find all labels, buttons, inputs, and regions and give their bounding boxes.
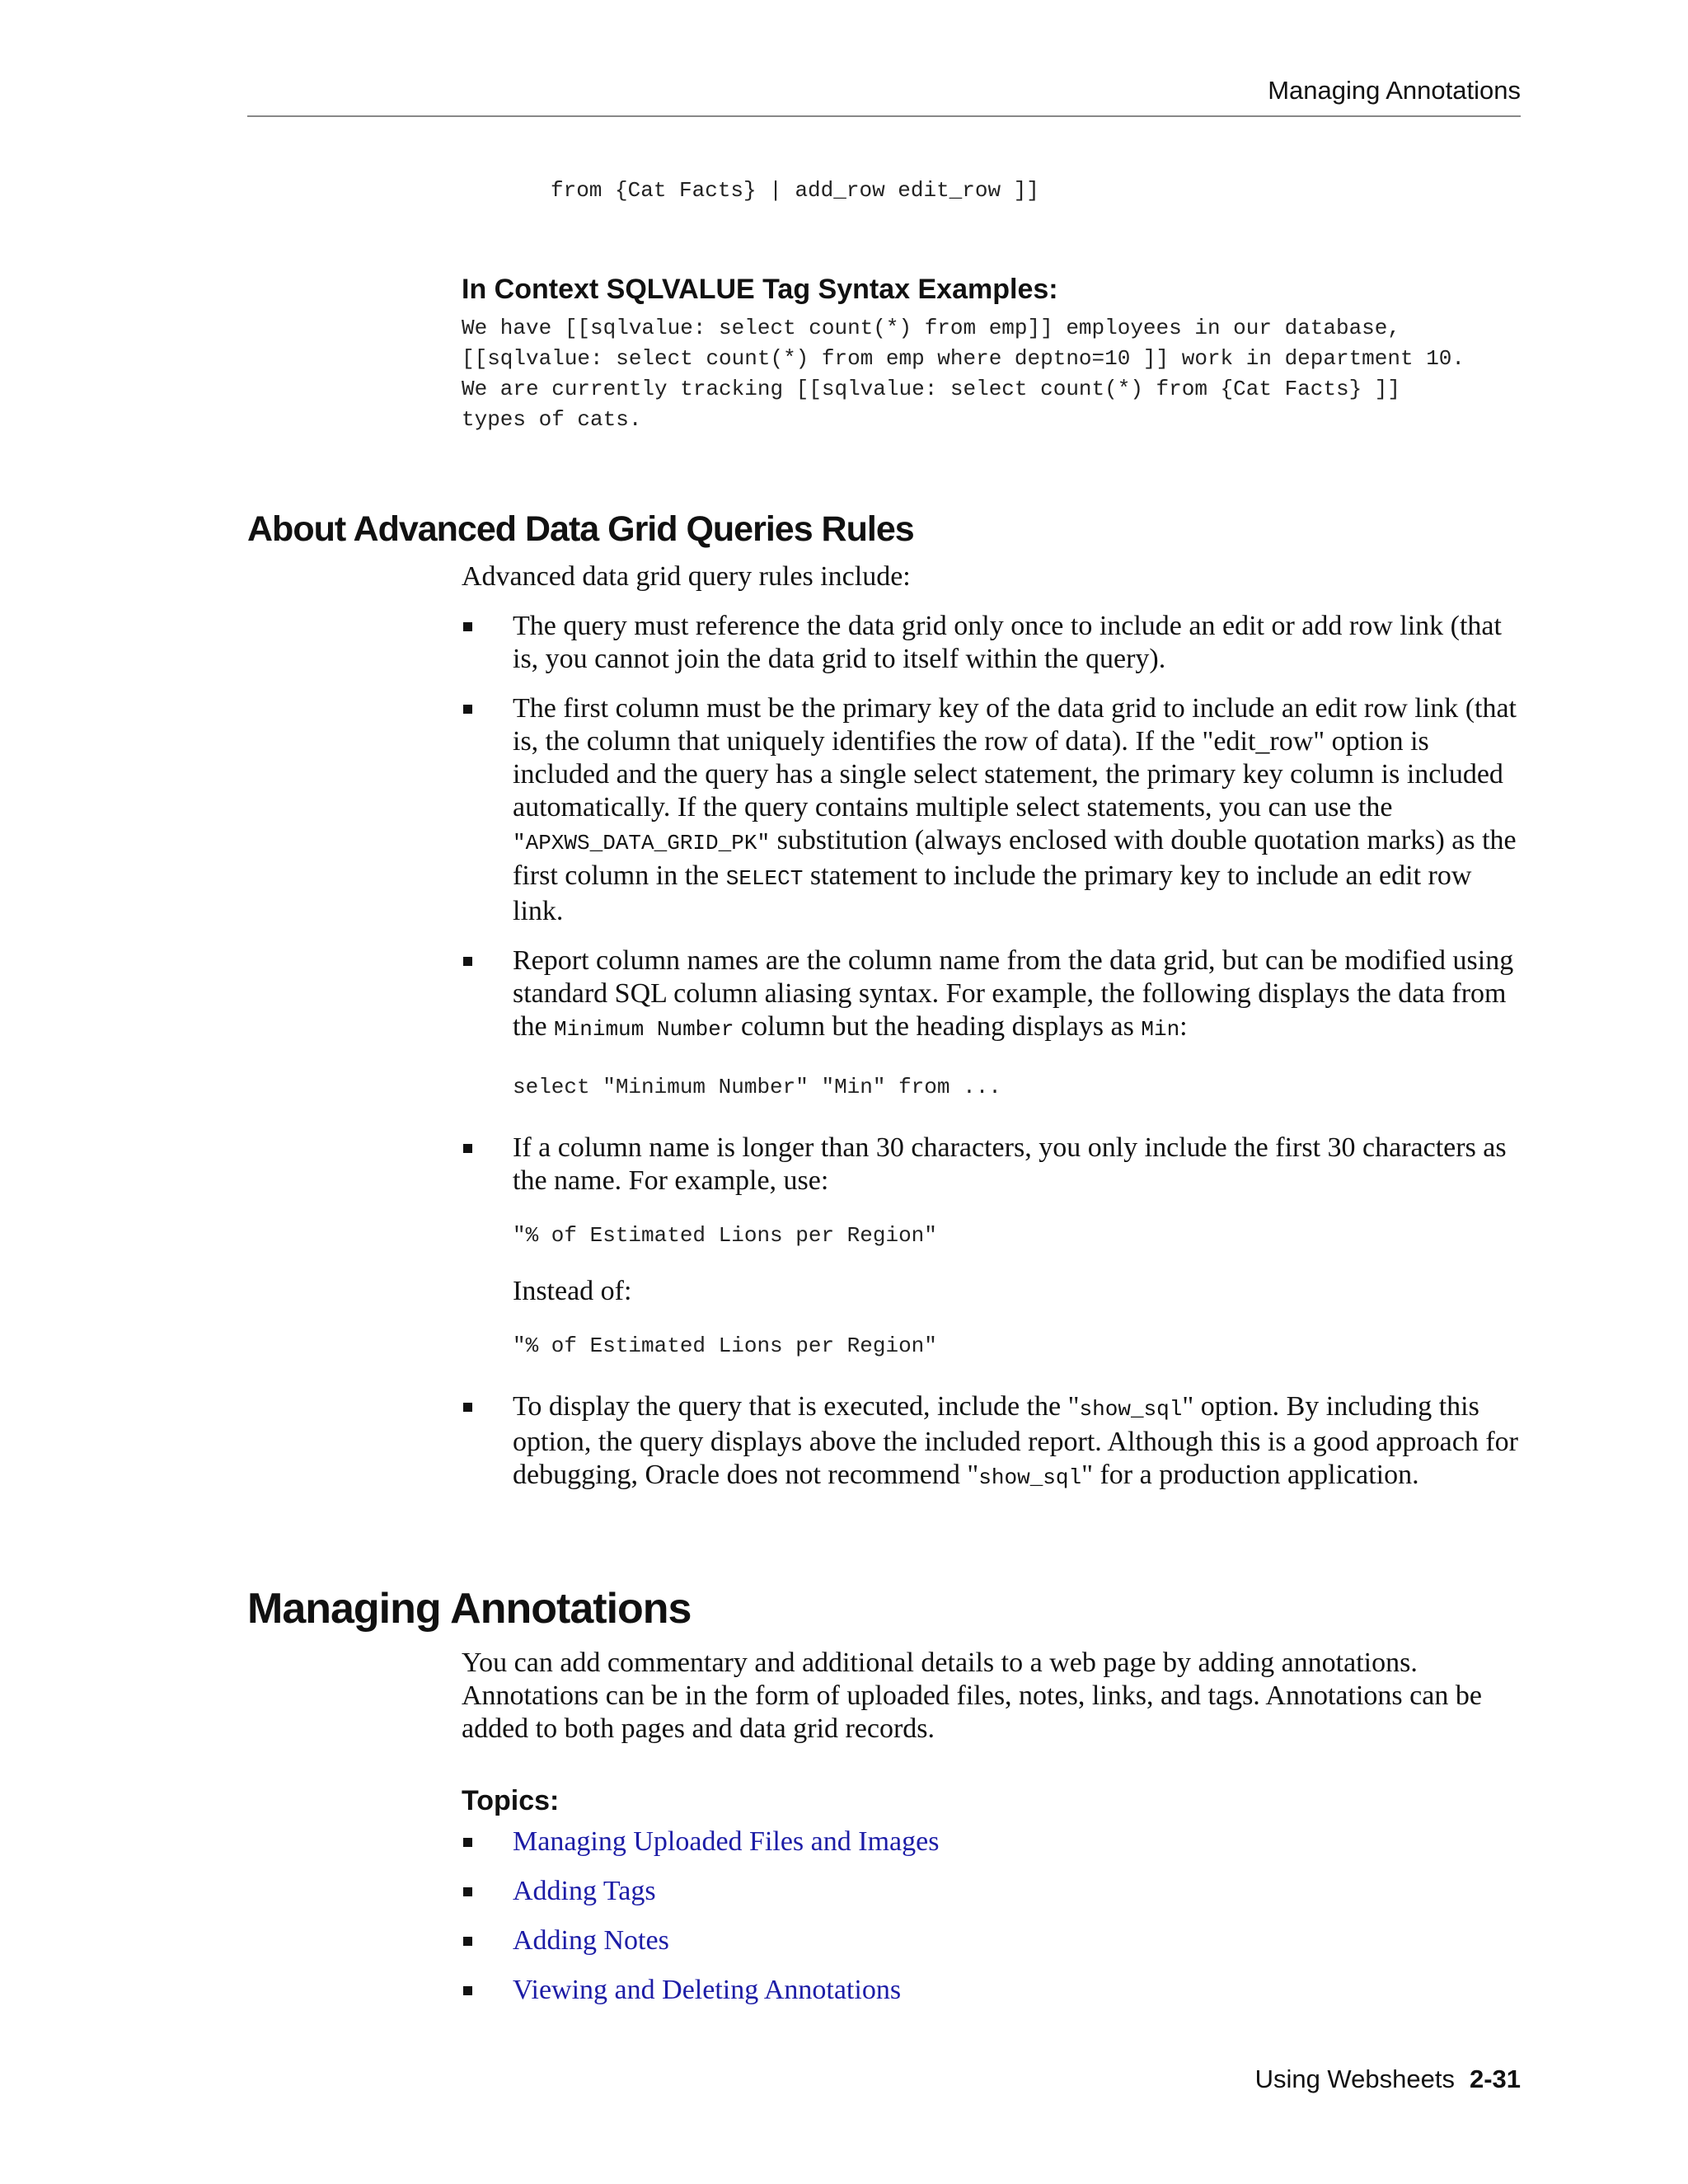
square-bullet-icon <box>463 1838 472 1847</box>
managing-intro-text: You can add commentary and additional details to a web page by adding annotations. Annotations can be in the form of uploaded files, notes, links, and tags. Annotations can be added to both pages and data grid records. <box>462 1647 1482 1744</box>
topics-heading: Topics: <box>462 1785 560 1816</box>
square-bullet-icon <box>463 1986 472 1995</box>
page-number: 2-31 <box>1469 2064 1521 2093</box>
rule-text: The first column must be the primary key of the data grid to include an edit row link (that is, the column that uniquely identifies the row of data). If the "edit_row" option is included and the query has a single select statement, the primary key column is included automatically. If the query contains multiple select statements, you can use the <box>513 693 1517 823</box>
topic-item <box>462 1875 939 1924</box>
rule-text: substitution (always enclosed with double quotation marks) as the first column in the <box>513 825 1517 891</box>
context-examples-code: We have [[sqlvalue: select count(*) from emp]] employees in our database, [[sqlvalue: select count(*) from emp where deptno=10 ]] work in department 10. We are currently tracking [[sqlvalue: select count(*) from {Cat Facts} ]] types of cats. <box>462 316 1465 432</box>
topic-link-adding-notes[interactable]: Adding Notes <box>513 1925 669 1956</box>
topic-link-viewing-deleting[interactable]: Viewing and Deleting Annotations <box>513 1975 902 2005</box>
rule-text: column but the heading displays as <box>734 1011 1142 1042</box>
square-bullet-icon <box>463 1887 472 1896</box>
square-bullet-icon <box>463 1937 472 1946</box>
rule-text: statement to include the primary key to include an edit row link. <box>513 860 1472 926</box>
topics-list <box>462 1825 939 2023</box>
square-bullet-icon <box>463 957 472 966</box>
rule-item <box>462 944 1525 1104</box>
example-code: "% of Estimated Lions per Region" <box>513 1223 937 1248</box>
rule-text: " for a production application. <box>1081 1460 1419 1490</box>
rule-text: : <box>1179 1011 1188 1042</box>
managing-annotations-heading: Managing Annotations <box>247 1585 692 1633</box>
rule-text: The query must reference the data grid only once to include an edit or add row link (that is, you cannot join the data grid to itself within the query). <box>513 611 1502 674</box>
header-divider <box>247 115 1521 117</box>
inline-code: SELECT <box>725 866 804 891</box>
square-bullet-icon <box>463 622 472 631</box>
inline-code: show_sql <box>1079 1397 1183 1422</box>
topic-item <box>462 1825 939 1875</box>
rule-text: To display the query that is executed, include the " <box>513 1391 1080 1422</box>
rules-list <box>462 610 1525 1511</box>
inline-code: "APXWS_DATA_GRID_PK" <box>513 831 771 855</box>
rule-text: " option. By including this option, the query displays above the included report. Although this is a good approach for debugging, Oracle does not recommend " <box>513 1391 1518 1490</box>
about-section-heading: About Advanced Data Grid Queries Rules <box>247 509 914 549</box>
topic-link-adding-tags[interactable]: Adding Tags <box>513 1876 656 1906</box>
about-intro-text: Advanced data grid query rules include: <box>462 561 911 592</box>
rule-item <box>462 692 1525 928</box>
inline-code: Minimum Number <box>554 1017 734 1042</box>
footer-book-title: Using Websheets <box>1254 2064 1455 2093</box>
example-code: "% of Estimated Lions per Region" <box>513 1333 937 1358</box>
square-bullet-icon <box>463 1144 472 1153</box>
rule-text: Instead of: <box>513 1276 632 1306</box>
square-bullet-icon <box>463 705 472 714</box>
square-bullet-icon <box>463 1403 472 1412</box>
rule-text: Report column names are the column name from the data grid, but can be modified using standard SQL column aliasing syntax. For example, the following displays the data from the <box>513 945 1514 1042</box>
context-examples-heading: In Context SQLVALUE Tag Syntax Examples: <box>462 274 1058 305</box>
inline-code: show_sql <box>978 1465 1082 1490</box>
example-code: select "Minimum Number" "Min" from ... <box>513 1075 1001 1099</box>
inline-code: Min <box>1141 1017 1180 1042</box>
running-header-title: Managing Annotations <box>1268 76 1521 105</box>
page-footer <box>1255 2064 1521 2094</box>
rule-item <box>462 610 1525 676</box>
code-snippet-continued: from {Cat Facts} | add_row edit_row ]] <box>551 178 1039 203</box>
rule-item <box>462 1390 1525 1494</box>
topic-item <box>462 1974 939 2023</box>
rule-item <box>462 1132 1525 1362</box>
topic-item <box>462 1924 939 1974</box>
topic-link-uploaded-files[interactable]: Managing Uploaded Files and Images <box>513 1826 940 1857</box>
rule-text: If a column name is longer than 30 characters, you only include the first 30 characters as the name. For example, use: <box>513 1132 1507 1196</box>
